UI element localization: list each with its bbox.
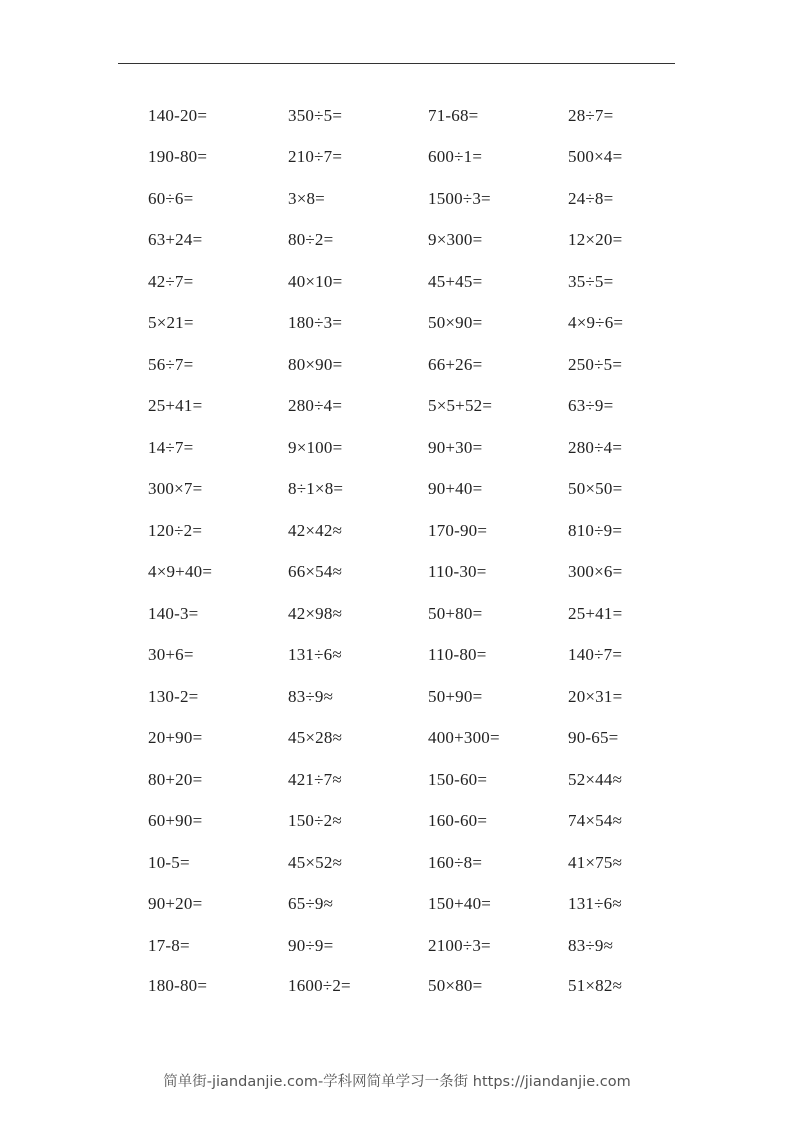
problem-item: 300×7= [148,479,203,499]
problem-item: 160-60= [428,811,488,831]
problem-item: 300×6= [568,562,623,582]
problem-item: 600÷1= [428,147,483,167]
problem-item: 500×4= [568,147,623,167]
problem-item: 80+20= [148,769,203,789]
problem-row [148,718,708,760]
problem-item: 180÷3= [288,313,343,333]
problem-item: 110-30= [428,562,487,582]
problem-item: 45×52≈ [288,852,343,872]
problem-item: 60÷6= [148,188,194,208]
problem-row [148,510,708,552]
problem-item: 4×9+40= [148,562,213,582]
problem-item: 56÷7= [148,354,194,374]
problem-item: 3×8= [288,188,325,208]
problem-item: 140-3= [148,603,199,623]
problem-item: 180-80= [148,975,208,995]
problem-item: 5×5+52= [428,396,493,416]
problem-item: 150-60= [428,769,488,789]
problem-item: 25+41= [568,603,623,623]
problem-item: 110-80= [428,645,487,665]
problem-row [148,884,708,926]
problem-item: 80×90= [288,354,343,374]
problem-item: 71-68= [428,105,479,125]
problem-item: 90+40= [428,479,483,499]
problem-row [148,801,708,843]
problem-item: 130-2= [148,686,199,706]
problem-item: 150+40= [428,894,492,914]
problem-item: 400+300= [428,728,500,748]
problem-item: 131÷6≈ [568,894,622,914]
problem-row [148,967,708,1005]
problem-item: 8÷1×8= [288,479,344,499]
problem-item: 52×44≈ [568,769,623,789]
problem-item: 210÷7= [288,147,343,167]
problem-item: 80÷2= [288,230,334,250]
problem-row [148,759,708,801]
problem-row [148,137,708,179]
problem-item: 160÷8= [428,852,483,872]
problem-item: 280÷4= [288,396,343,416]
problem-item: 12×20= [568,230,623,250]
problem-item: 5×21= [148,313,194,333]
problem-item: 4×9÷6= [568,313,624,333]
problem-item: 1600÷2= [288,975,351,995]
problem-row [148,842,708,884]
problem-item: 63÷9= [568,396,614,416]
problem-item: 120÷2= [148,520,203,540]
problem-row [148,635,708,677]
problem-item: 350÷5= [288,105,343,125]
problem-item: 9×100= [288,437,343,457]
problem-item: 42÷7= [148,271,194,291]
problem-row [148,178,708,220]
problem-item: 90÷9= [288,935,334,955]
problem-item: 50+90= [428,686,483,706]
problem-item: 90+20= [148,894,203,914]
problem-item: 20+90= [148,728,203,748]
problem-item: 83÷9≈ [568,935,614,955]
problem-item: 60+90= [148,811,203,831]
problem-item: 20×31= [568,686,623,706]
problem-item: 28÷7= [568,105,614,125]
problem-row [148,344,708,386]
problem-row [148,925,708,967]
problem-item: 41×75≈ [568,852,623,872]
problem-item: 14÷7= [148,437,194,457]
problem-item: 190-80= [148,147,208,167]
problem-item: 140-20= [148,105,208,125]
problem-row [148,303,708,345]
problem-row [148,552,708,594]
problem-row [148,593,708,635]
problem-item: 50×50= [568,479,623,499]
problem-item: 50×80= [428,975,483,995]
problem-grid [148,95,708,1005]
problem-row [148,386,708,428]
problem-item: 30+6= [148,645,194,665]
problem-item: 421÷7≈ [288,769,342,789]
problem-item: 150÷2≈ [288,811,342,831]
problem-item: 280÷4= [568,437,623,457]
problem-item: 42×98≈ [288,603,343,623]
problem-item: 42×42≈ [288,520,343,540]
problem-item: 50×90= [428,313,483,333]
problem-item: 9×300= [428,230,483,250]
problem-item: 66×54≈ [288,562,343,582]
problem-row [148,427,708,469]
problem-item: 810÷9= [568,520,623,540]
problem-item: 45+45= [428,271,483,291]
problem-item: 140÷7= [568,645,623,665]
problem-row [148,261,708,303]
problem-row [148,95,708,137]
problem-item: 74×54≈ [568,811,623,831]
problem-item: 63+24= [148,230,203,250]
problem-item: 250÷5= [568,354,623,374]
problem-item: 90-65= [568,728,619,748]
problem-item: 1500÷3= [428,188,491,208]
problem-item: 50+80= [428,603,483,623]
problem-item: 25+41= [148,396,203,416]
problem-item: 10-5= [148,852,190,872]
problem-item: 51×82≈ [568,975,623,995]
problem-item: 24÷8= [568,188,614,208]
problem-item: 65÷9≈ [288,894,334,914]
footer-text: 简单街-jiandanjie.com-学科网简单学习一条街 https://jiandanjie.com [163,1074,631,1090]
problem-item: 90+30= [428,437,483,457]
problem-item: 83÷9≈ [288,686,334,706]
problem-item: 131÷6≈ [288,645,342,665]
problem-item: 45×28≈ [288,728,343,748]
problem-item: 40×10= [288,271,343,291]
problem-row [148,469,708,511]
problem-item: 66+26= [428,354,483,374]
header-rule [118,63,675,64]
problem-item: 17-8= [148,935,190,955]
problem-item: 35÷5= [568,271,614,291]
problem-item: 170-90= [428,520,488,540]
problem-row [148,676,708,718]
problem-item: 2100÷3= [428,935,491,955]
problem-row [148,220,708,262]
